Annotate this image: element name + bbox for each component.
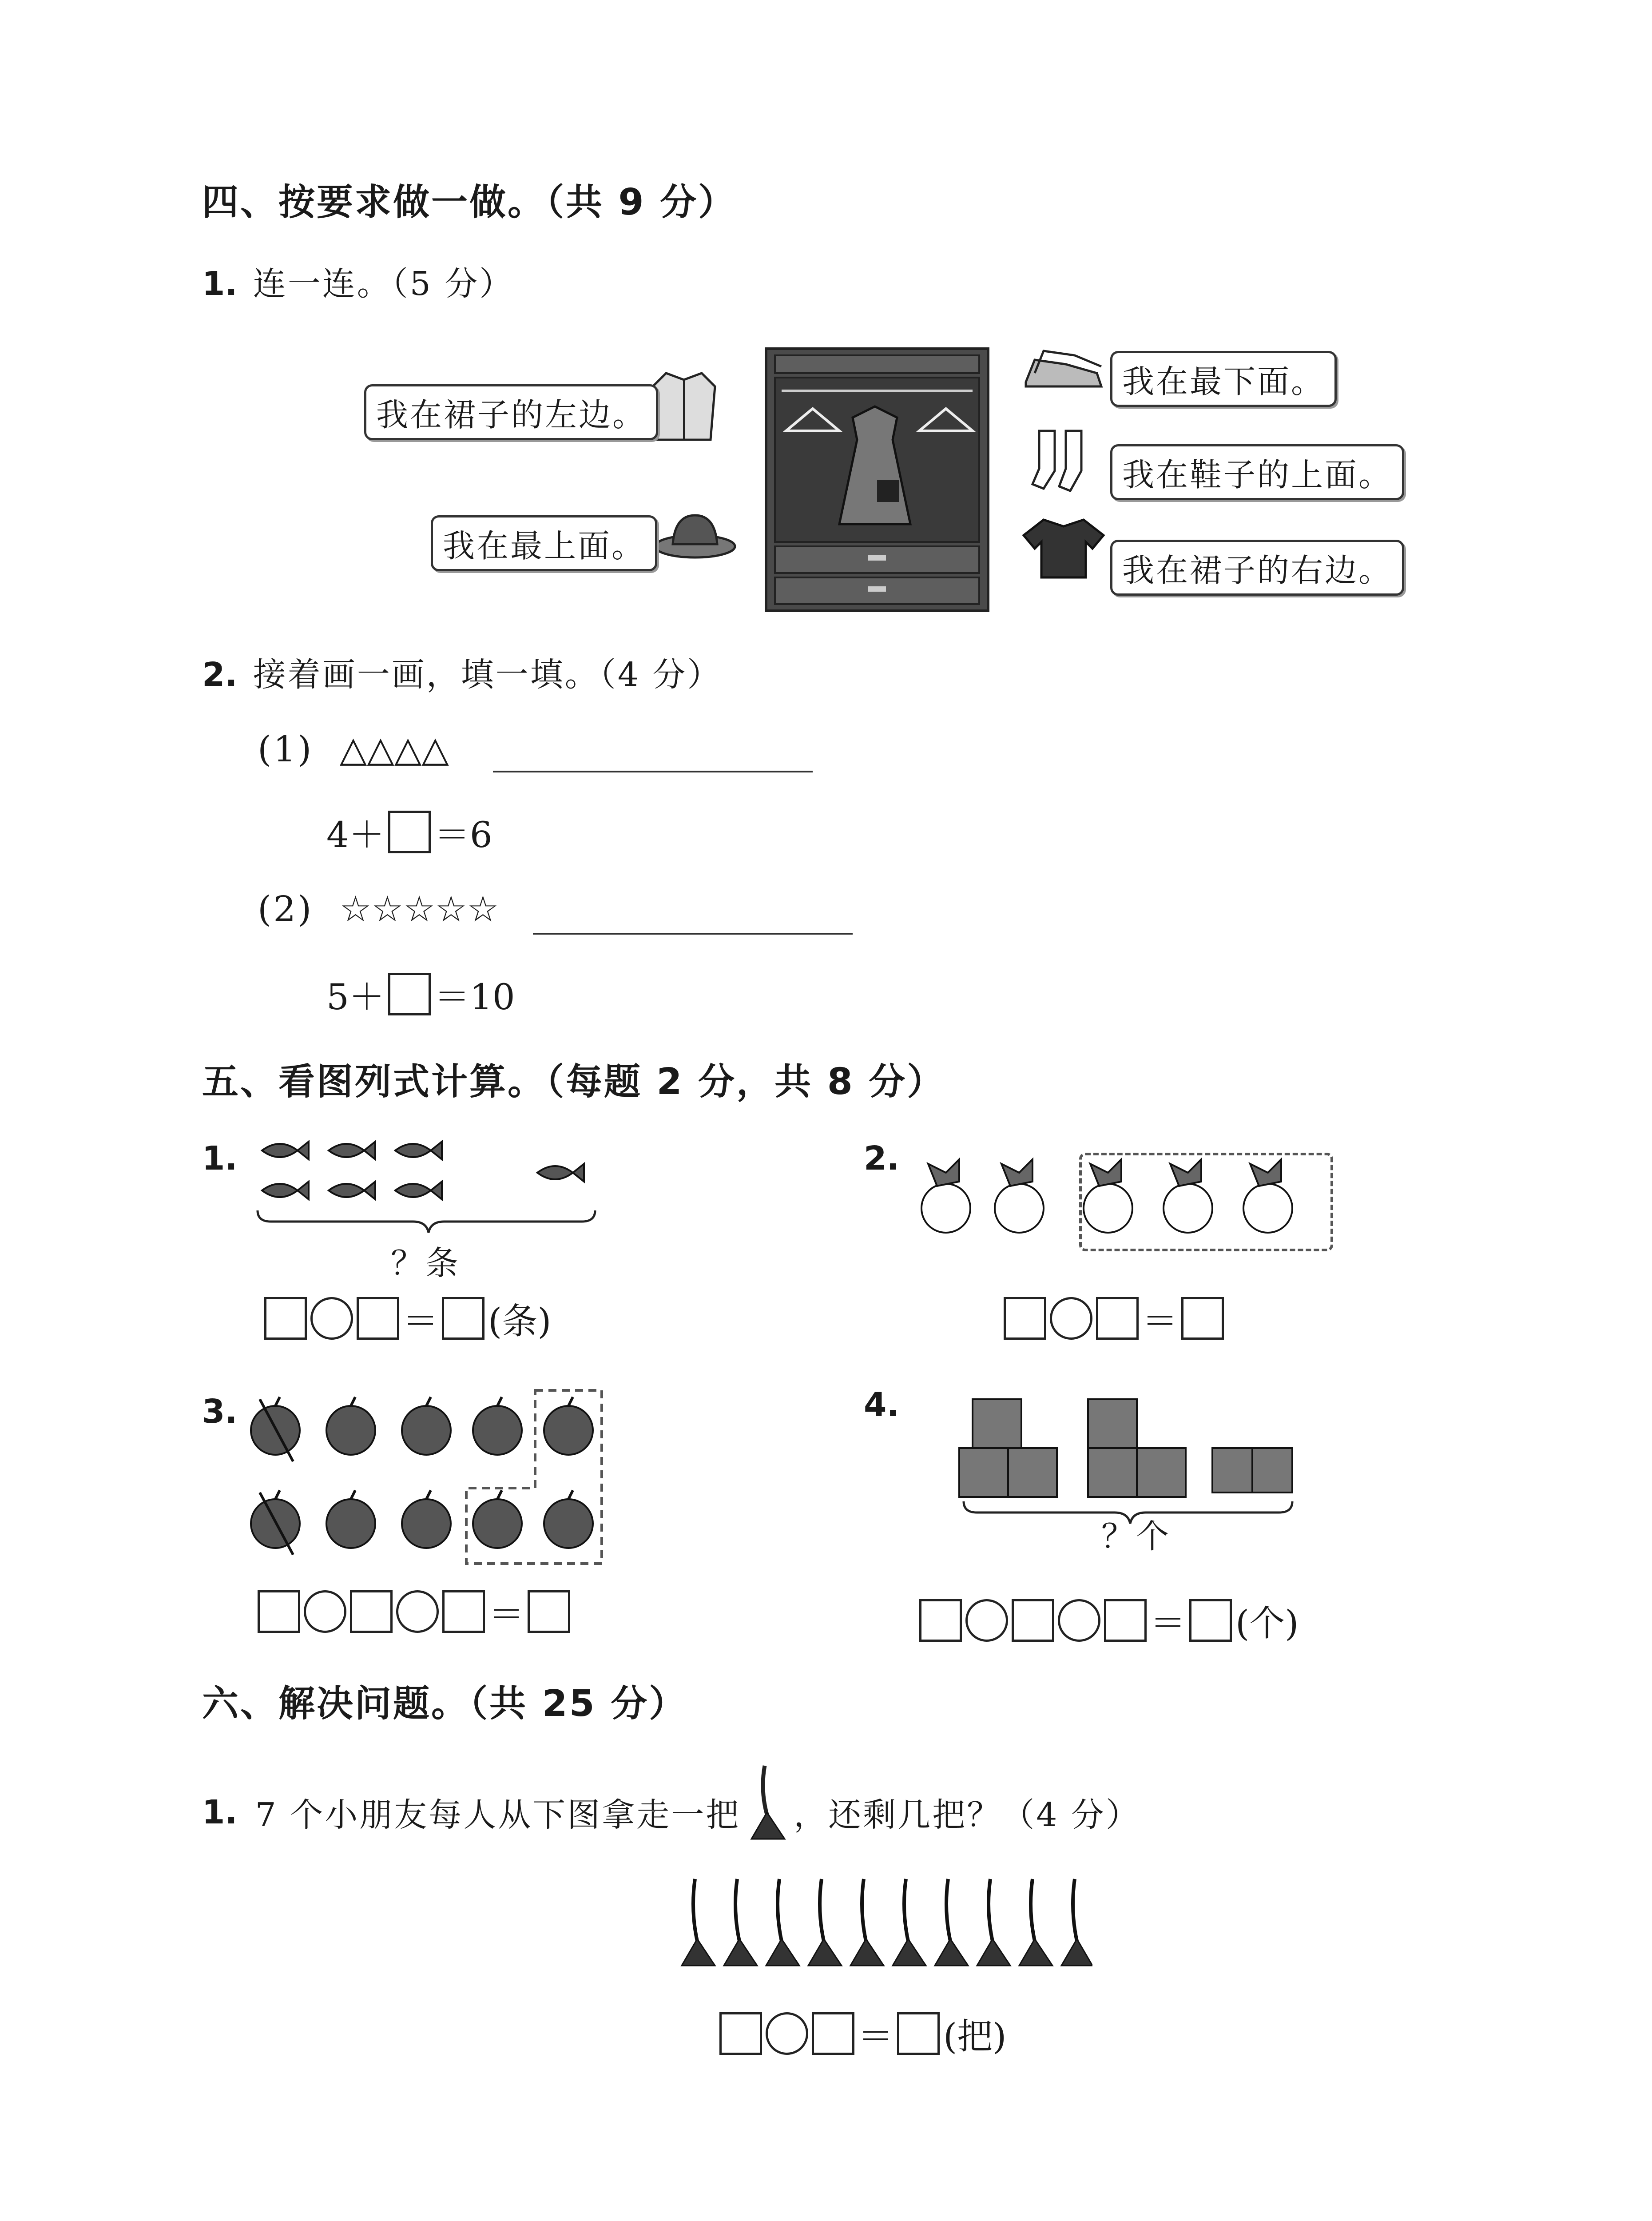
answer-box[interactable] [388,811,431,853]
question-number: 3. [202,1393,238,1431]
bubble-right-of-dress: 我在裙子的右边。 [1110,540,1404,596]
question-number: 2. [202,656,238,694]
bubble-above-shoes: 我在鞋子的上面。 [1110,444,1404,500]
operator-circle[interactable] [304,1590,346,1633]
answer-box[interactable] [1012,1599,1054,1642]
bubble-bottom: 我在最下面。 [1110,351,1337,407]
hat-icon [653,511,737,560]
answer-box[interactable] [357,1297,399,1340]
equation-part-1 [326,806,492,857]
equation-part-2 [326,968,515,1019]
answer-box[interactable] [1181,1297,1224,1340]
question-number: 1. [202,1793,238,1831]
fish-picture [253,1128,600,1239]
answer-box[interactable] [442,1590,485,1633]
question-text: 7 个小朋友每人从下图拿走一把 [255,1796,741,1834]
equals-sign: ＝ [1142,1301,1178,1342]
operator-circle[interactable] [766,2012,808,2055]
answer-box[interactable] [388,973,431,1015]
question-4-1 [202,258,514,305]
question-text: 接着画一画，填一填。（4 分） [253,656,722,694]
equation-5-3 [258,1586,570,1637]
answer-line-2[interactable] [533,933,853,935]
equals-sign: ＝ [403,1301,438,1342]
operator-circle[interactable] [1058,1599,1100,1642]
socks-icon [1030,426,1092,498]
operator-circle[interactable] [1050,1297,1092,1340]
question-number: 2. [864,1139,899,1178]
operator-circle[interactable] [965,1599,1008,1642]
answer-box[interactable] [897,2012,940,2055]
equation-5-2 [1004,1293,1224,1344]
eq-left: 4＋ [326,814,385,856]
shoes-icon [1021,342,1106,395]
shirt-icon [648,369,719,444]
section-5-title: 五、看图列式计算。（每题 2 分，共 8 分） [202,1061,945,1103]
question-text: 连一连。（5 分） [253,265,514,303]
part-2 [258,888,499,930]
unit-label: (条) [488,1301,552,1342]
answer-box[interactable] [528,1590,570,1633]
brooms-picture [675,1875,1092,1972]
bubble-left-of-dress: 我在裙子的左边。 [364,384,658,440]
answer-box[interactable] [258,1590,300,1633]
star-pattern: ☆☆☆☆☆ [339,888,499,930]
answer-box[interactable] [1004,1297,1046,1340]
equals-sign: ＝ [488,1594,524,1635]
question-4-2 [202,649,722,696]
equation-5-1 [264,1293,551,1344]
eq-right: ＝6 [434,814,492,856]
radish-picture [910,1155,1332,1244]
brace-label: ？条 [391,1244,460,1282]
question-number: 4. [864,1386,899,1424]
answer-box[interactable] [812,2012,854,2055]
section-6-title: 六、解决问题。（共 25 分） [202,1683,687,1725]
unit-label: (个) [1235,1603,1299,1644]
broom-icon [740,1763,794,1843]
bubble-top: 我在最上面。 [431,515,657,571]
brace-label: ？个 [1101,1517,1171,1556]
operator-circle[interactable] [310,1297,353,1340]
part-1 [258,728,449,770]
answer-box[interactable] [1096,1297,1139,1340]
answer-line-1[interactable] [493,771,813,772]
wardrobe-illustration [764,346,990,613]
answer-box[interactable] [442,1297,484,1340]
question-text: ，还剩几把？（4 分） [794,1796,1140,1834]
eq-left: 5＋ [326,976,385,1018]
apple-picture [249,1386,613,1572]
question-number: 1. [202,265,238,303]
equation-6-1 [719,2008,1006,2059]
question-number: 1. [202,1139,238,1178]
answer-box[interactable] [264,1297,307,1340]
operator-circle[interactable] [396,1590,439,1633]
answer-box[interactable] [350,1590,393,1633]
equation-5-4 [919,1595,1299,1646]
answer-box[interactable] [919,1599,962,1642]
question-6-1 [202,1781,1140,1843]
equals-sign: ＝ [858,2016,894,2057]
answer-box[interactable] [1189,1599,1232,1642]
triangle-pattern: △△△△ [339,728,449,770]
part-label: (1) [258,728,314,770]
answer-box[interactable] [719,2012,762,2055]
section-4-title: 四、按要求做一做。（共 9 分） [202,181,737,223]
eq-right: ＝10 [434,976,515,1018]
tshirt-icon [1021,515,1106,582]
part-label: (2) [258,888,314,930]
answer-box[interactable] [1104,1599,1147,1642]
unit-label: (把) [943,2016,1007,2057]
equals-sign: ＝ [1150,1603,1186,1644]
